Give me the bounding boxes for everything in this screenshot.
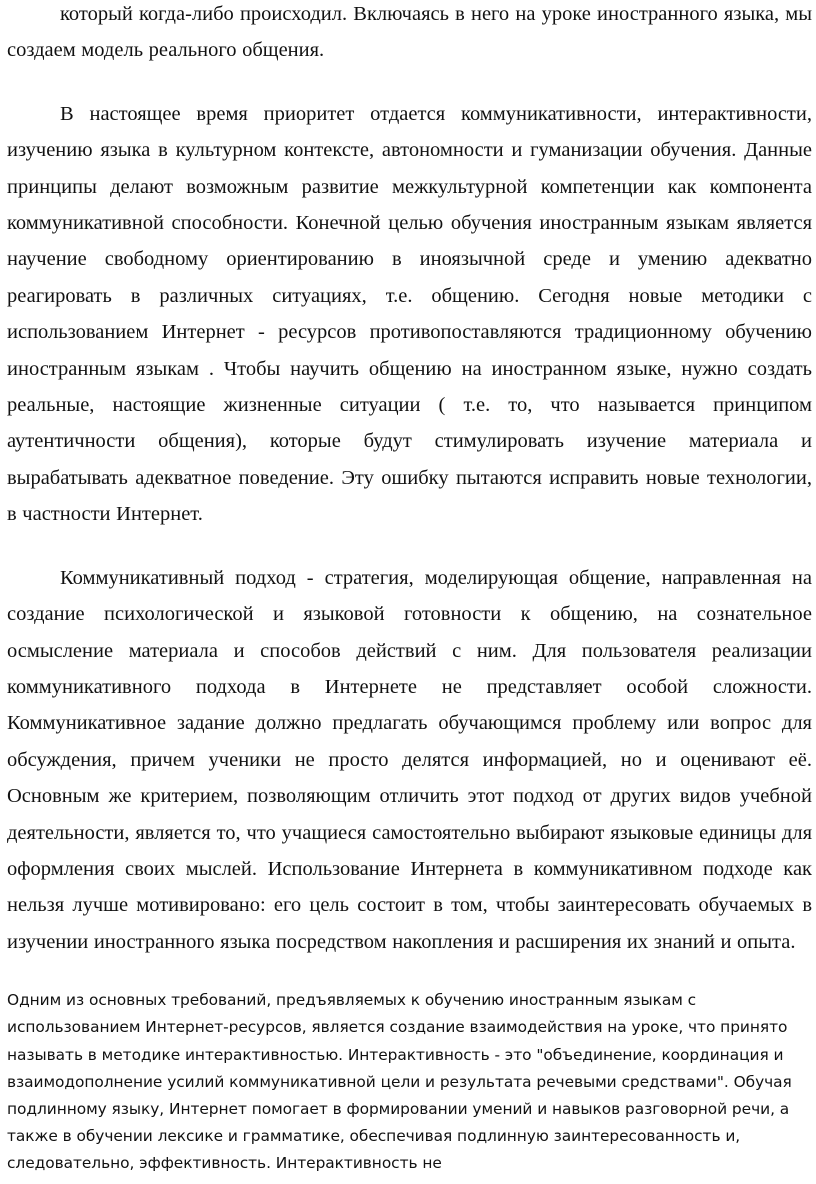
paragraph-continuation: который когда-либо происходил. Включаясь в него на уроке иностранного языка, мы создаем модель реального общения. [7,3,812,62]
paragraph-communicative-approach: Коммуникативный подход - стратегия, моделирующая общение, направленная на создание психологической и языковой готовности к общению, на сознательное осмысление материала и способов действий с ним. Для пользователя реализации коммуникативного подхода в Интернете не представляет особой сложности. Коммуникативное задание должно предлагать обучающимся проблему или вопрос для обсуждения, причем ученики не просто делятся информацией, но и оценивают её. Основным же критерием, позволяющим отличить этот подход от других видов учебной деятельности, является то, что учащиеся самостоятельно выбирают языковые единицы для оформления своих мыслей. Использование Интернета в коммуникативном подходе как нельзя лучше мотивировано: его цель состоит в том, чтобы заинтересовать обучаемых в изучении иностранного языка посредством накопления и расширения их знаний и опыта. [7,566,812,953]
paragraph-interactivity: Одним из основных требований, предъявляемых к обучению иностранным языкам с использованием Интернет-ресурсов, является создание взаимодействия на уроке, что принято называть в методике интерактивностью. Интерактивность - это "объединение, координация и взаимодополнение усилий коммуникативной цели и результата речевыми средствами". Обучая подлинному языку, Интернет помогает в формировании умений и навыков разговорной речи, а также в обучении лексике и грамматике, обеспечивая подлинную заинтересованность и, следовательно, эффективность. Интерактивность не [7,991,792,1173]
paragraph-priorities: В настоящее время приоритет отдается коммуникативности, интерактивности, изучению языка в культурном контексте, автономности и гуманизации обучения. Данные принципы делают возможным развитие межкультурной компетенции как компонента коммуникативной способности. Конечной целью обучения иностранным языкам является научение свободному ориентированию в иноязычной среде и умению адекватно реагировать в различных ситуациях, т.е. общению. Сегодня новые методики с использованием Интернет - ресурсов противопоставляются традиционному обучению иностранным языкам . Чтобы научить общению на иностранном языке, нужно создать реальные, настоящие жизненные ситуации ( т.е. то, что называется принципом аутентичности общения), которые будут стимулировать изучение материала и вырабатывать адекватное поведение. Эту ошибку пытаются исправить новые технологии, в частности Интернет. [7,102,812,526]
